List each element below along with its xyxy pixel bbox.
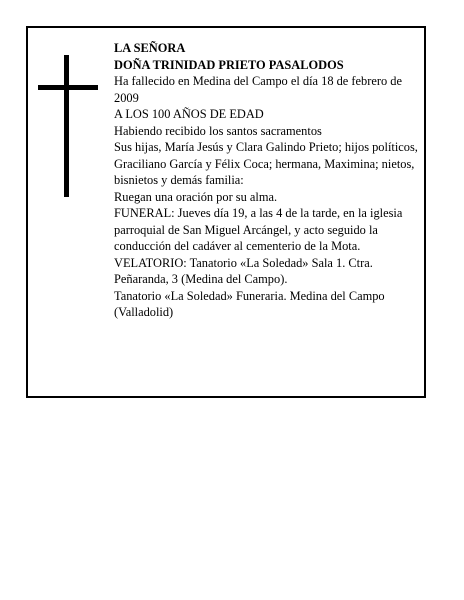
cross-icon (38, 55, 98, 197)
prayer-request: Ruegan una oración por su alma. (114, 189, 278, 204)
obituary-notice (26, 26, 426, 398)
heading-title: LA SEÑORA (114, 41, 186, 55)
cross-horizontal-bar (38, 85, 98, 90)
age-line: A LOS 100 AÑOS DE EDAD (114, 107, 264, 121)
funeral-home-info: Tanatorio «La Soledad» Funeraria. Medina del Campo (Valladolid) (114, 288, 385, 319)
sacraments-line: Habiendo recibido los santos sacramentos (114, 123, 322, 138)
death-info: Ha fallecido en Medina del Campo el día 18 de febrero de 2009 (114, 74, 402, 105)
notice-text (114, 40, 420, 321)
family-line: Sus hijas, María Jesús y Clara Galindo Prieto; hijos políticos, Graciliano García y Félix Coca; hermana, Maximina; nietos, bisnietos y demás familia: (114, 140, 418, 187)
wake-info: VELATORIO: Tanatorio «La Soledad» Sala 1. Ctra. Peñaranda, 3 (Medina del Campo). (114, 255, 373, 286)
deceased-name: DOÑA TRINIDAD PRIETO PASALODOS (114, 57, 344, 72)
cross-vertical-bar (64, 55, 69, 197)
funeral-info: FUNERAL: Jueves día 19, a las 4 de la tarde, en la iglesia parroquial de San Miguel Arcángel, y acto seguido la conducción del cadáver al cementerio de la Mota. (114, 206, 403, 253)
